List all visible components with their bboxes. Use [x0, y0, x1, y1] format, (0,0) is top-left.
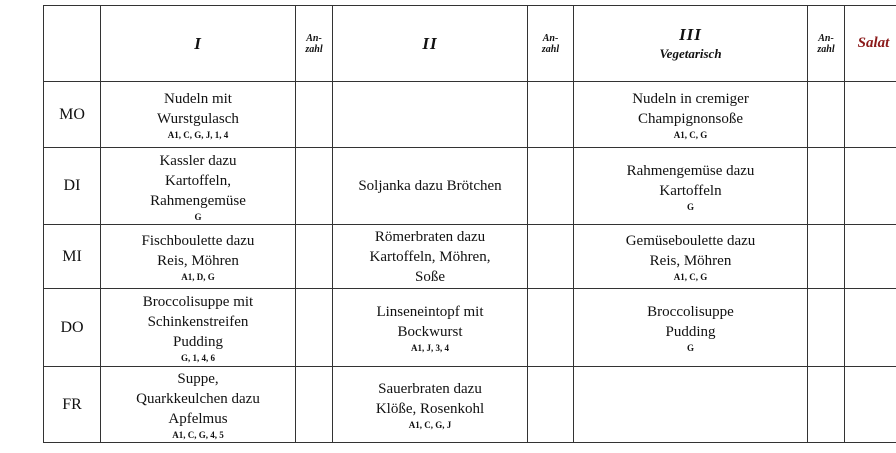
- count-2-cell: [528, 367, 574, 443]
- dish-line: Pudding: [665, 324, 716, 340]
- menu-3-cell: [574, 225, 808, 289]
- allergen-codes: G: [686, 343, 694, 353]
- salad-cell: [845, 82, 896, 148]
- menu-2-cell: [333, 225, 528, 289]
- dish-line: Kassler dazu: [159, 152, 237, 169]
- count-1-cell: [296, 148, 333, 225]
- dish-line: Sauerbraten dazu: [378, 381, 482, 397]
- header-menu-3: III Vegetarisch: [574, 6, 808, 82]
- dish-line: Suppe,: [177, 371, 219, 387]
- count-2-cell: [528, 225, 574, 289]
- day-label: DI: [44, 148, 101, 225]
- allergen-codes: G: [686, 201, 694, 212]
- menu-3-cell: [574, 367, 808, 443]
- day-row-mo: [44, 82, 896, 148]
- salad-cell: [845, 289, 896, 367]
- day-label: MI: [44, 225, 101, 289]
- menu-1-cell: [101, 148, 296, 225]
- count-3-cell: [808, 289, 845, 367]
- menu-3-cell: [574, 82, 808, 148]
- menu-2-cell: [333, 82, 528, 148]
- dish-line: Klöße, Rosenkohl: [375, 401, 485, 417]
- dish-line: Gemüseboulette dazu: [625, 233, 756, 249]
- dish-line: Soljanka dazu Brötchen: [358, 178, 502, 194]
- menu-1-cell: [101, 82, 296, 148]
- count-3-cell: [808, 225, 845, 289]
- dish-line: Bockwurst: [397, 324, 463, 340]
- dish-line: Römerbraten dazu: [374, 228, 486, 245]
- count-1-cell: [296, 289, 333, 367]
- dish-line: Kartoffeln, Möhren,: [369, 248, 491, 265]
- count-1-cell: [296, 367, 333, 443]
- header-row: [44, 6, 896, 82]
- day-row-di: [44, 148, 896, 225]
- count-3-cell: [808, 367, 845, 443]
- menu-table: [43, 5, 896, 443]
- dish-line: Soße: [415, 268, 445, 285]
- allergen-codes: A1, C, G, J: [408, 420, 452, 430]
- allergen-codes: A1, J, 3, 4: [411, 343, 449, 353]
- allergen-codes: A1, C, G, J, 1, 4: [167, 130, 229, 140]
- menu-2-cell: [333, 367, 528, 443]
- dish-line: Quarkkeulchen dazu: [136, 391, 260, 407]
- dish-line: Fischboulette dazu: [141, 233, 255, 249]
- header-menu-1: I: [101, 6, 296, 82]
- count-3-cell: [808, 148, 845, 225]
- day-label: FR: [44, 367, 101, 443]
- dish-line: Nudeln in cremiger: [632, 91, 749, 107]
- dish-line: Linseneintopf mit: [376, 304, 484, 320]
- count-1-cell: [296, 225, 333, 289]
- header-salad: Salat: [845, 6, 896, 82]
- count-2-cell: [528, 148, 574, 225]
- allergen-codes: A1, D, G: [181, 272, 215, 282]
- day-label: MO: [44, 82, 101, 148]
- menu-1-cell: [101, 367, 296, 443]
- dish-line: Apfelmus: [168, 411, 228, 427]
- header-count-3: An- zahl: [808, 6, 845, 82]
- dish-line: Broccolisuppe mit: [142, 294, 254, 310]
- day-row-fr: [44, 367, 896, 443]
- day-row-mi: [44, 225, 896, 289]
- dish-line: Reis, Möhren: [157, 253, 239, 269]
- allergen-codes: G, 1, 4, 6: [180, 353, 215, 363]
- header-menu-2: II: [333, 6, 528, 82]
- salad-cell: [845, 367, 896, 443]
- dish-line: Rahmengemüse dazu: [626, 162, 755, 179]
- menu-1-cell: [101, 289, 296, 367]
- day-row-do: [44, 289, 896, 367]
- count-2-cell: [528, 82, 574, 148]
- allergen-codes: A1, C, G, 4, 5: [172, 430, 224, 440]
- dish-line: Kartoffeln: [659, 182, 722, 199]
- menu-2-cell: [333, 289, 528, 367]
- dish-line: Kartoffeln,: [165, 172, 231, 189]
- allergen-codes: A1, C, G: [673, 130, 708, 140]
- header-count-1: An- zahl: [296, 6, 333, 82]
- menu-3-cell: [574, 289, 808, 367]
- allergen-codes: G: [194, 211, 202, 222]
- count-3-cell: [808, 82, 845, 148]
- dish-line: Broccolisuppe: [647, 304, 734, 320]
- menu-3-cell: [574, 148, 808, 225]
- allergen-codes: A1, C, G: [673, 272, 708, 282]
- dish-line: Rahmengemüse: [150, 192, 246, 209]
- menu-1-cell: [101, 225, 296, 289]
- dish-line: Wurstgulasch: [157, 111, 239, 127]
- count-1-cell: [296, 82, 333, 148]
- header-count-2: An- zahl: [528, 6, 574, 82]
- day-label: DO: [44, 289, 101, 367]
- dish-line: Champignonsoße: [638, 111, 743, 127]
- salad-cell: [845, 225, 896, 289]
- menu-2-cell: [333, 148, 528, 225]
- header-day-empty: [44, 6, 101, 82]
- salad-cell: [845, 148, 896, 225]
- count-2-cell: [528, 289, 574, 367]
- header-vegetarian-label: Vegetarisch: [659, 46, 722, 61]
- dish-line: Reis, Möhren: [649, 253, 732, 269]
- dish-line: Nudeln mit: [164, 91, 232, 107]
- dish-line: Schinkenstreifen: [147, 314, 249, 330]
- dish-line: Pudding: [172, 334, 223, 350]
